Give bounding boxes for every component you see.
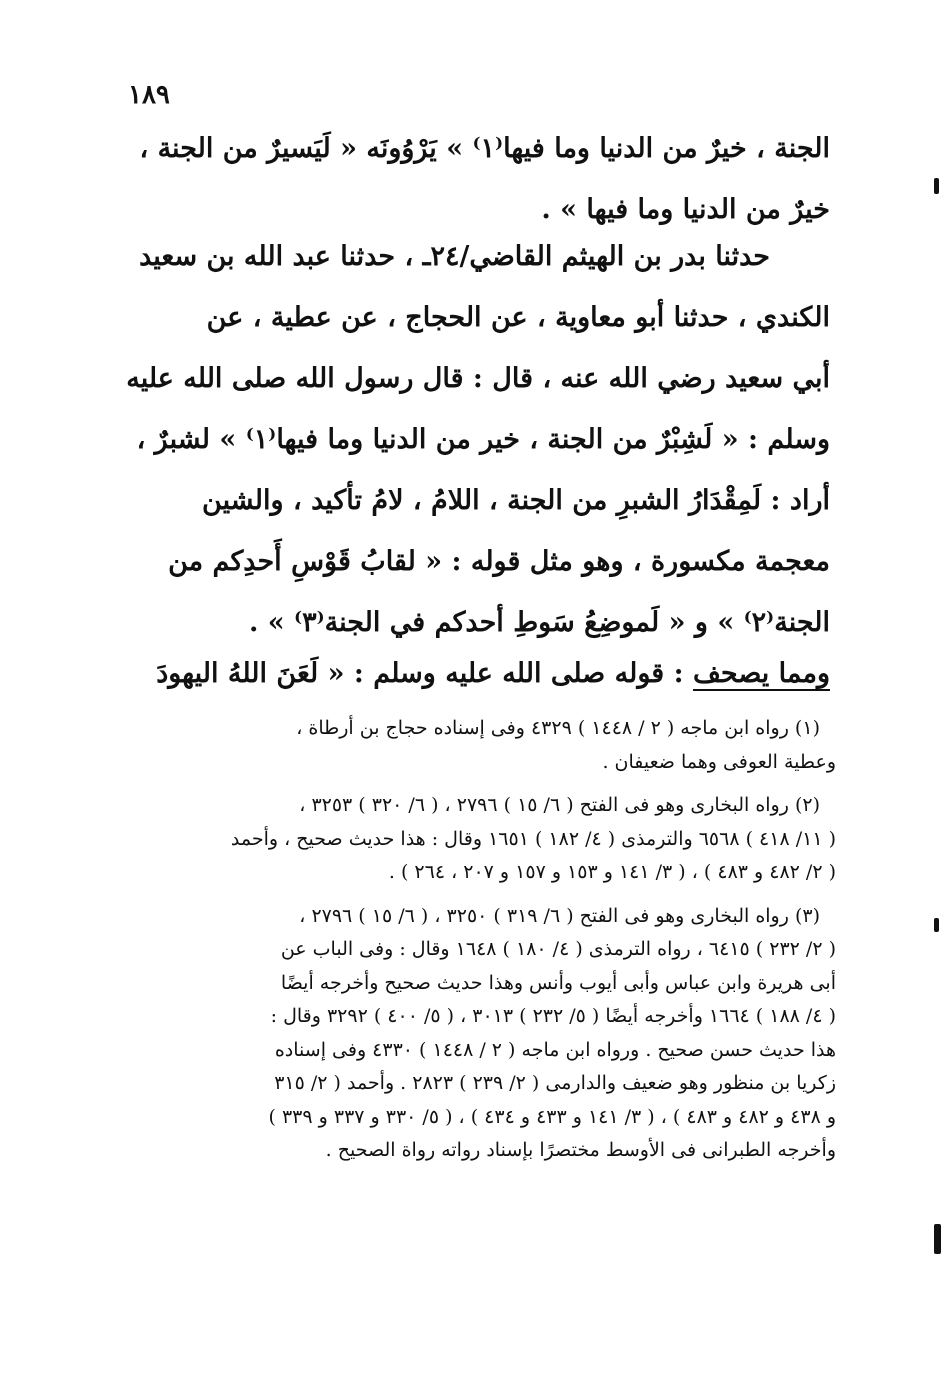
footnotes [104,712,836,1178]
footnote-2 [104,789,836,890]
text-line: الجنة ، خيرٌ من الدنيا وما فيها⁽١⁾ » يَرْوُونَه « لَيَسيرٌ من الجنة ، [139,133,830,164]
footnote-1 [104,712,836,779]
footnote-line: ( ١١/ ٤١٨ ) ٦٥٦٨ والترمذى ( ٤/ ١٨٢ ) ١٦٥١ وقال : هذا حديث صحيح ، وأحمد [230,827,836,850]
page-number: ١٨٩ [128,80,170,110]
text-line [104,643,830,704]
footnote-line: (١) رواه ابن ماجه ( ٢ / ١٤٤٨ ) ٤٣٢٩ وفى إسناده حجاج بن أرطاة ، [296,717,820,739]
footnote-line: ( ٢/ ٢٣٢ ) ٦٤١٥ ، رواه الترمذى ( ٤/ ١٨٠ ) ١٦٤٨ وقال : وفى الباب عن [280,938,836,960]
main-paragraph-3 [104,643,830,704]
footnote-line: ( ٢/ ٤٨٢ و ٤٨٣ ) ، ( ٣/ ١٤١ و ١٥٣ و ١٥٧ و ٢٠٧ ، ٢٦٤ ) . [388,861,836,883]
text-line: أراد : لَمِقْدَارُ الشبرِ من الجنة ، اللامُ ، لامُ تأكيد ، والشين [202,485,830,516]
underlined-lead: ومما يصحف [692,658,830,689]
footnote-line: ( ٤/ ١٨٨ ) ١٦٦٤ وأخرجه أيضًا ( ٥/ ٢٣٢ ) ٣٠١٣ ، ( ٥/ ٤٠٠ ) ٣٢٩٢ وقال : [270,1005,836,1027]
text-line: أبي سعيد رضي الله عنه ، قال : قال رسول الله صلى الله عليه [126,363,830,394]
text-line: معجمة مكسورة ، وهو مثل قوله : « لقابُ قَوْسِ أَحدِكم من [168,546,830,577]
text-line: الجنة⁽٢⁾ » و « لَموضِعُ سَوطِ أحدكم في الجنة⁽٣⁾ » . [248,607,830,638]
main-paragraph-1 [104,118,830,240]
text-line: وسلم : « لَشِبْرٌ من الجنة ، خير من الدنيا وما فيها⁽١⁾ » لشبرٌ ، [136,424,830,455]
text-line: خيرٌ من الدنيا وما فيها » . [541,194,830,225]
footnote-line: (٢) رواه البخارى وهو فى الفتح ( ٦/ ١٥ ) ٢٧٩٦ ، ( ٦/ ٣٢٠ ) ٣٢٥٣ ، [299,794,820,816]
scan-mark [934,918,939,932]
footnote-line: (٣) رواه البخارى وهو فى الفتح ( ٦/ ٣١٩ ) ٣٢٥٠ ، ( ٦/ ١٥ ) ٢٧٩٦ ، [299,904,820,927]
footnote-line: هذا حديث حسن صحيح . ورواه ابن ماجه ( ٢ / ١٤٤٨ ) ٤٣٣٠ وفى إسناده [274,1038,836,1061]
footnote-3 [104,900,836,1168]
text-line: حدثنا بدر بن الهيثم القاضي/٢٤ـ ، حدثنا عبد الله بن سعيد [139,241,770,272]
footnote-line: وعطية العوفى وهما ضعيفان . [602,750,836,773]
scan-mark [934,178,939,194]
footnote-line: وأخرجه الطبرانى فى الأوسط مختصرًا بإسناد رواته رواة الصحيح . [325,1139,836,1161]
text-segment: : قوله صلى الله عليه وسلم : « لَعَنَ اللهُ اليهودَ [156,658,693,689]
scan-mark [934,1224,941,1254]
footnote-line: زكريا بن منظور وهو ضعيف والدارمى ( ٢/ ٢٣٩ ) ٢٨٢٣ . وأحمد ( ٢/ ٣١٥ [274,1072,836,1094]
main-paragraph-2 [104,226,830,653]
footnote-line: أبى هريرة وابن عباس وأبى أيوب وأنس وهذا حديث صحيح وأخرجه أيضًا [280,971,836,994]
footnote-line: و ٤٣٨ و ٤٨٢ و ٤٨٣ ) ، ( ٣/ ١٤١ و ٤٣٣ و ٤٣٤ ) ، ( ٥/ ٣٣٠ و ٣٣٧ و ٣٣٩ ) [268,1105,836,1128]
text-line: الكندي ، حدثنا أبو معاوية ، عن الحجاج ، عن عطية ، عن [206,302,830,333]
